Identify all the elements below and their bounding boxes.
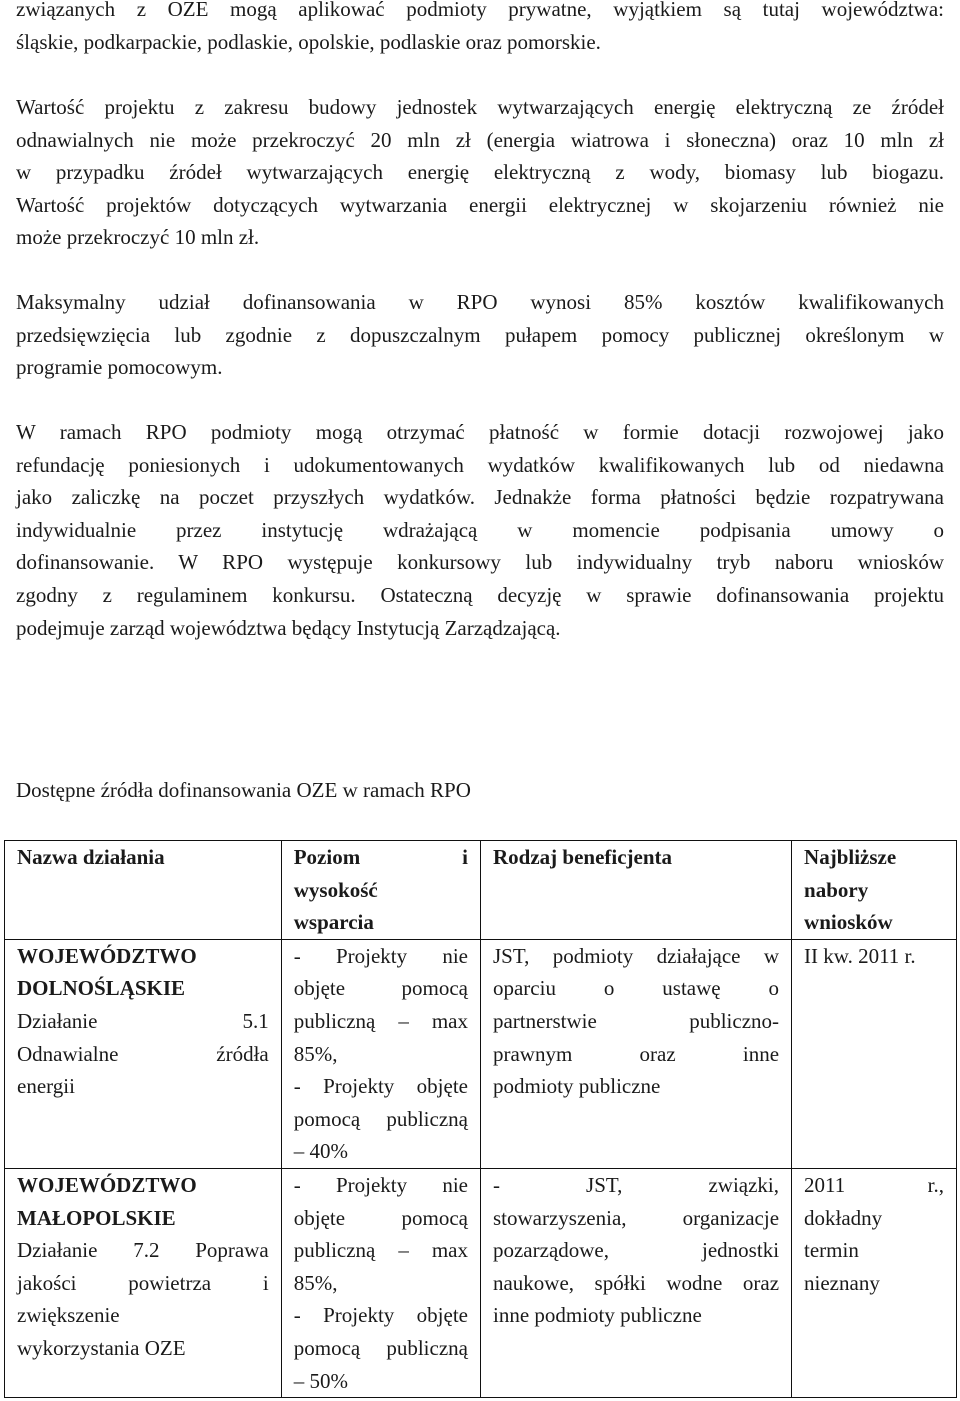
header-beneficiary-type: Rodzaj beneficjenta xyxy=(480,841,791,940)
paragraph-2 xyxy=(16,91,944,254)
header-action-name: Nazwa działania xyxy=(5,841,282,940)
paragraph-line: śląskie, podkarpackie, podlaskie, opolskie, podlaskie oraz pomorskie. xyxy=(16,29,601,54)
table-header-row xyxy=(5,841,957,940)
paragraph-line: programie pomocowym. xyxy=(16,355,223,380)
paragraph-line: zgodny z regulaminem konkursu. Ostateczną decyzję w sprawie dofinansowania projektu xyxy=(16,582,944,607)
action-cell: WOJEWÓDZTWO DOLNOŚLĄSKIE Działanie 5.1 Odnawialne źródła energii xyxy=(5,939,282,1168)
paragraph-line: refundację poniesionych i udokumentowanych wydatków kwalifikowanych lub od niedawna xyxy=(16,452,944,477)
support-cell: - Projekty nie objęte pomocą publiczną – max 85%, - Projekty objęte pomocą publiczną – 50% xyxy=(281,1168,480,1397)
paragraph-1 xyxy=(16,0,944,58)
paragraph-line: w przypadku źródeł wytwarzających energię elektryczną z wody, biomasy lub biogazu. xyxy=(16,160,944,185)
header-support-level: Poziom i wysokość wsparcia xyxy=(281,841,480,940)
paragraph-line: jako zaliczkę na poczet przyszłych wydatków. Jednakże forma płatności będzie rozpatrywana xyxy=(16,485,944,510)
calls-cell: II kw. 2011 r. xyxy=(792,939,957,1168)
table-row xyxy=(5,939,957,1168)
paragraph-4 xyxy=(16,416,944,644)
paragraph-line: przedsięwzięcia lub zgodnie z dopuszczalnym pułapem pomocy publicznej określonym w xyxy=(16,322,944,347)
funding-table xyxy=(4,840,957,1398)
paragraph-line: może przekroczyć 10 mln zł. xyxy=(16,225,260,250)
beneficiary-cell: JST, podmioty działające w oparciu o ustawę o partnerstwie publiczno- prawnym oraz inne podmioty publiczne xyxy=(480,939,791,1168)
paragraph-line: W ramach RPO podmioty mogą otrzymać płatność w formie dotacji rozwojowej jako xyxy=(16,420,944,444)
paragraph-line: Wartość projektów dotyczących wytwarzania energii elektrycznej w skojarzeniu również nie xyxy=(16,192,944,217)
paragraph-line: związanych z OZE mogą aplikować podmioty prywatne, wyjątkiem są tutaj województwa: xyxy=(16,0,944,21)
table-row xyxy=(5,1168,957,1397)
calls-cell: 2011 r., dokładny termin nieznany xyxy=(792,1168,957,1397)
paragraph-line: podejmuje zarząd województwa będący Instytucją Zarządzającą. xyxy=(16,615,561,640)
table-title: Dostępne źródła dofinansowania OZE w ramach RPO xyxy=(16,778,471,802)
paragraph-3 xyxy=(16,286,944,384)
action-cell: WOJEWÓDZTWO MAŁOPOLSKIE Działanie 7.2 Poprawa jakości powietrza i zwiększenie wykorzystania OZE xyxy=(5,1168,282,1397)
paragraph-line: indywidualnie przez instytucję wdrażającą w momencie podpisania umowy o xyxy=(16,517,944,542)
beneficiary-cell: - JST, związki, stowarzyszenia, organizacje pozarządowe, jednostki naukowe, spółki wodne oraz inne podmioty publiczne xyxy=(480,1168,791,1397)
support-cell: - Projekty nie objęte pomocą publiczną – max 85%, - Projekty objęte pomocą publiczną – 40% xyxy=(281,939,480,1168)
paragraph-line: Wartość projektu z zakresu budowy jednostek wytwarzających energię elektryczną ze źródeł xyxy=(16,95,944,119)
paragraph-line: Maksymalny udział dofinansowania w RPO wynosi 85% kosztów kwalifikowanych xyxy=(16,290,944,314)
paragraph-line: odnawialnych nie może przekroczyć 20 mln zł (energia wiatrowa i słoneczna) oraz 10 mln zł xyxy=(16,127,944,152)
header-next-calls: Najbliższe nabory wniosków xyxy=(792,841,957,940)
paragraph-line: dofinansowanie. W RPO występuje konkursowy lub indywidualny tryb naboru wniosków xyxy=(16,550,944,575)
